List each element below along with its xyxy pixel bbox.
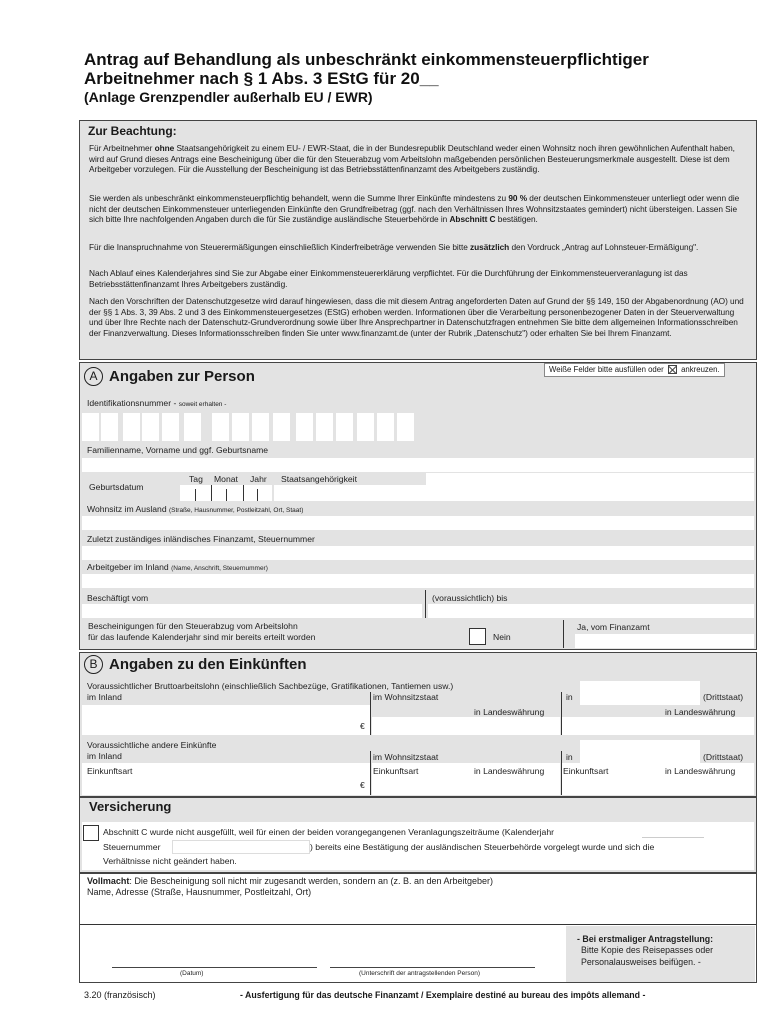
label-small: (Name, Anschrift, Steuernummer) (171, 565, 268, 572)
id-digit-1[interactable] (82, 413, 99, 441)
income-type-label: Einkunftsart (87, 766, 133, 776)
third-country-wage-field[interactable] (562, 717, 754, 735)
notice-paragraph-4: Nach Ablauf eines Kalenderjahres sind Sie zur Abgabe einer Einkommensteuererklärung verpflichtet. Für die Durchführung der Einkommensteuerveranlagung ist das Betriebsstättenfinanzamt Ihres Arbeitgebers zuständig. (89, 268, 688, 289)
euro-label: € (360, 780, 365, 790)
date-line[interactable] (112, 967, 317, 968)
tax-office-field[interactable] (82, 546, 754, 560)
employed-from-field[interactable] (82, 604, 422, 618)
in-label: in (566, 752, 573, 762)
insurance-text-1: Abschnitt C wurde nicht ausgefüllt, weil für einen der beiden vorangegangenen Veranlagungszeiträume (Kalenderjahr (103, 827, 555, 837)
field-divider (563, 620, 564, 648)
tax-number-field[interactable] (172, 840, 310, 854)
gross-wage-label: Voraussichtlicher Bruttoarbeitslohn (einschließlich Sachbezüge, Gratifikationen, Tantiemen usw.) (87, 681, 454, 691)
section-letter-a: A (84, 367, 103, 386)
notice-text: Sie werden als unbeschränkt einkommensteuerpflichtig behandelt, wenn die Summe Ihrer Einkünfte mindestens zu (89, 193, 509, 203)
name-field[interactable] (82, 458, 754, 472)
other-income-label: Voraussichtliche andere Einkünfte (87, 740, 217, 750)
id-digit-14[interactable] (357, 413, 374, 441)
employer-label (87, 562, 268, 572)
notice-text: den Vordruck „Antrag auf Lohnsteuer-Ermäßigung". (509, 242, 699, 252)
income-type-label: Einkunftsart (373, 766, 419, 776)
power-of-attorney-label (87, 876, 493, 886)
employed-until-label: (voraussichtlich) bis (432, 593, 508, 603)
hint-text: ankreuzen. (681, 365, 720, 374)
insurance-text-2b: ) bereits eine Bestätigung der ausländischen Steuerbehörde vorgelegt wurde und sich die (310, 842, 655, 852)
notice-box (79, 120, 757, 360)
foreign-address-field[interactable] (82, 516, 754, 530)
notice-text: Für die Inanspruchnahme von Steuerermäßigungen einschließlich Kinderfreibeträge verwenden Sie bitte (89, 242, 471, 252)
birthdate-divider (257, 489, 258, 501)
field-divider (370, 751, 371, 795)
date-label: (Datum) (180, 970, 204, 977)
id-digit-3[interactable] (123, 413, 140, 441)
yes-tax-office-label: Ja, vom Finanzamt (577, 622, 650, 632)
employed-until-field[interactable] (428, 604, 754, 618)
third-country-field[interactable] (580, 681, 700, 705)
birthdate-label: Geburtsdatum (89, 482, 144, 492)
label-text: Identifikationsnummer - (87, 398, 179, 408)
local-currency-label: in Landeswährung (665, 707, 736, 717)
notice-bold: ohne (154, 143, 175, 153)
signature-label: (Unterschrift der antragstellenden Person) (359, 970, 481, 977)
tax-office-label: Zuletzt zuständiges inländisches Finanzamt, Steuernummer (87, 534, 315, 544)
residence-state-label: im Wohnsitzstaat (373, 752, 439, 762)
foreign-address-label (87, 504, 303, 514)
field-divider (561, 692, 562, 735)
id-digit-15[interactable] (377, 413, 394, 441)
recipient-address-label: Name, Adresse (Straße, Hausnummer, Postleitzahl, Ort) (87, 887, 312, 897)
notice-paragraph-3 (89, 242, 749, 253)
section-b-title: Angaben zu den Einkünften (109, 656, 307, 673)
local-currency-label: in Landeswährung (474, 707, 545, 717)
birthdate-divider (243, 485, 244, 501)
residence-state-label: im Wohnsitzstaat (373, 692, 439, 702)
nationality-field-right[interactable] (426, 473, 754, 501)
id-digit-10[interactable] (273, 413, 290, 441)
row-divider (80, 924, 756, 925)
employer-field[interactable] (82, 574, 754, 588)
label-small: (Straße, Hausnummer, Postleitzahl, Ort, Staat) (169, 507, 304, 514)
field-divider (425, 590, 426, 618)
cross-box-icon (668, 365, 677, 374)
notice-paragraph-1 (89, 143, 749, 175)
title-line-3: (Anlage Grenzpendler außerhalb EU / EWR) (84, 89, 373, 105)
employed-from-label: Beschäftigt vom (87, 593, 149, 603)
birthdate-divider (211, 485, 212, 501)
local-currency-label: in Landeswährung (474, 766, 545, 776)
notice-text: bestätigen. (495, 214, 538, 225)
section-letter-b: B (84, 655, 103, 674)
notice-bold: Abschnitt C (449, 214, 496, 225)
field-divider (370, 692, 371, 735)
notice-paragraph-5: Nach den Vorschriften der Datenschutzgesetze wird darauf hingewiesen, dass die mit diesem Antrag angeforderten Daten auf Grund der §§ 149, 150 der Abgabenordnung (AO) und der §§ 1 Abs. 3, 39 Abs. 2 und 3 des Einkommensteuergesetzes (EStG) erhoben werden. Informationen über die Verarbeitung personenbezogener Daten in der Steuerverwaltung und über Ihre Rechte nach der Datenschutz-Grundverordnung sowie über Ihre Ansprechpartner in Datenschutzfragen entnehmen Sie bitte dem allgemeinen Informationsschreiben der Finanzverwaltung. Dieses Informationsschreiben finden Sie unter www.finanzamt.de (unter der Rubrik „Datenschutz") oder erhalten Sie bei Ihrem Finanzamt. (89, 296, 744, 338)
domestic-label: im Inland (87, 692, 122, 702)
year-label: Jahr (250, 474, 267, 484)
insurance-text-2a: Steuernummer (103, 842, 161, 852)
title-line-2: Arbeitnehmer nach § 1 Abs. 3 EStG für 20__ (84, 69, 439, 88)
id-digit-6[interactable] (184, 413, 201, 441)
day-label: Tag (189, 474, 203, 484)
label-text: : Die Bescheinigung soll nicht mir zugesandt werden, sondern an (z. B. an den Arbeitgeber) (129, 876, 494, 886)
hint-text: Weiße Felder bitte ausfüllen oder (549, 365, 664, 374)
section-b-heading (84, 655, 307, 674)
nationality-field[interactable] (274, 485, 426, 501)
third-country-field[interactable] (580, 740, 700, 764)
form-code: 3.20 (französisch) (84, 990, 156, 1000)
insurance-heading: Versicherung (89, 799, 172, 814)
third-country-label: (Drittstaat) (703, 692, 744, 702)
calendar-year-field[interactable] (642, 824, 704, 838)
id-digit-2[interactable] (101, 413, 118, 441)
id-digit-4[interactable] (142, 413, 159, 441)
no-checkbox[interactable] (469, 628, 486, 645)
notice-paragraph-2 (89, 193, 749, 225)
id-digit-5[interactable] (162, 413, 179, 441)
local-currency-label: in Landeswährung (665, 766, 736, 776)
id-digit-8[interactable] (232, 413, 249, 441)
birthdate-divider (195, 489, 196, 501)
name-label: Familienname, Vorname und ggf. Geburtsname (87, 445, 269, 455)
signature-line[interactable] (330, 967, 535, 968)
notice-text: Für Arbeitnehmer (89, 143, 155, 153)
id-digit-7[interactable] (212, 413, 229, 441)
month-label: Monat (214, 474, 238, 484)
id-digit-16[interactable] (397, 413, 414, 441)
domestic-label: im Inland (87, 751, 122, 761)
notice-text: Staatsangehörigkeit zu einem EU- / EWR-Staat, die in der Bundesrepublik Deutschland weder einen Wohnsitz noch ihren gewöhnlichen Aufenthalt haben, wird auf Grund dieses Antrags eine Bescheinigung über die für den Steuerabzug vom Arbeitslohn maßgebenden persönlichen Besteuerungsmerkmale ausgestellt. Diese ist dem Arbeitgeber vorzulegen. Für die Ausstellung der Bescheinigung ist das Betriebsstättenfinanzamt des Arbeitgebers zuständig. (89, 143, 735, 175)
fill-hint (544, 363, 725, 377)
id-number-label (87, 398, 226, 408)
label-small: soweit erhalten - (178, 401, 227, 408)
label-text: Wohnsitz im Ausland (87, 504, 169, 514)
certificate-label-2: für das laufende Kalenderjahr sind mir bereits erteilt worden (88, 632, 316, 642)
notice-heading: Zur Beachtung: (88, 124, 177, 138)
copy-note: - Ausfertigung für das deutsche Finanzamt / Exemplaire destiné au bureau des impôts allemand - (240, 990, 646, 1000)
notice-bold: zusätzlich (470, 242, 510, 252)
nationality-label: Staatsangehörigkeit (281, 474, 357, 484)
yes-tax-office-field[interactable] (575, 634, 754, 648)
domestic-wage-field[interactable] (82, 705, 370, 735)
id-digit-11[interactable] (296, 413, 313, 441)
insurance-text-3: Verhältnisse nicht geändert haben. (103, 856, 237, 866)
power-of-attorney-bold: Vollmacht (87, 876, 130, 886)
notice-bold: 90 % (508, 193, 528, 203)
field-divider (561, 751, 562, 795)
third-country-label: (Drittstaat) (703, 752, 744, 762)
certificate-label-1: Bescheinigungen für den Steuerabzug vom Arbeitslohn (88, 621, 298, 631)
title-line-1: Antrag auf Behandlung als unbeschränkt einkommensteuerpflichtiger (84, 50, 649, 69)
residence-wage-field[interactable] (372, 717, 560, 735)
notice-text: der deutschen Einkommensteuer unterliegt oder wenn die nicht der deutschen Einkommensteuer unterliegenden Einkünfte den Grundfreibetrag (ggf. nach den Verhältnissen Ihres Wohnsitzstaates gemindert) nicht übersteigen. Lassen Sie sich bitte Ihre nachfolgenden Angaben durch die für Sie zuständige ausländische Steuerbehörde in (89, 193, 740, 225)
id-digit-9[interactable] (252, 413, 269, 441)
note-line-2: Bitte Kopie des Reisepasses oder (581, 945, 714, 955)
section-a-title: Angaben zur Person (109, 368, 255, 385)
birthdate-divider (226, 489, 227, 501)
income-type-label: Einkunftsart (563, 766, 609, 776)
note-line-3: Personalausweises beifügen. - (581, 957, 701, 967)
no-label: Nein (493, 632, 511, 642)
insurance-checkbox[interactable] (83, 825, 99, 841)
label-text: Arbeitgeber im Inland (87, 562, 172, 572)
note-line-1: - Bei erstmaliger Antragstellung: (577, 934, 714, 944)
id-digit-13[interactable] (336, 413, 353, 441)
id-digit-12[interactable] (316, 413, 333, 441)
form-title (84, 50, 649, 106)
euro-label: € (360, 721, 365, 731)
section-a-heading (84, 367, 255, 386)
in-label: in (566, 692, 573, 702)
